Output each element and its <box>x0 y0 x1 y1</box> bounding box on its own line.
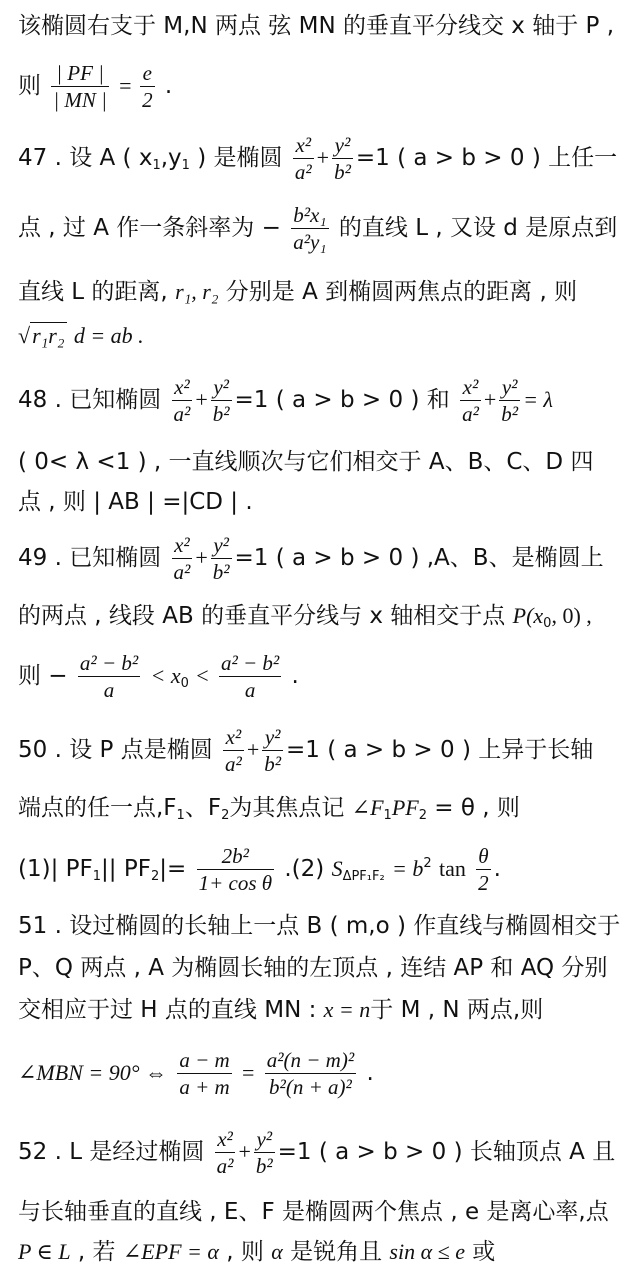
paragraph-text: 52 . L 是经过椭圆 <box>18 1139 205 1165</box>
text-line <box>18 1236 631 1268</box>
item-49 <box>18 528 631 588</box>
plus-sign: + <box>195 387 208 412</box>
fraction-y2b2: $\frac{\text{y²}}{\text{b²}}$ <box>255 1127 273 1178</box>
paragraph-text: 交相应于过 H 点的直线 MN : <box>18 997 317 1023</box>
math-text: S <box>331 856 343 881</box>
paragraph-text: P、Q 两点 , A 为椭圆长轴的左顶点 , 连结 AP 和 AQ 分别 <box>18 955 608 981</box>
fraction-e-2: $\frac{e}{2}$ <box>142 61 153 112</box>
fraction-x2a2: $\frac{\text{x²}}{\text{a²}}$ <box>294 133 312 184</box>
math-text: (1)| PF <box>18 856 93 882</box>
paragraph-text: ( 0< λ <1 ) , 一直线顺次与它们相交于 A、B、C、D 四 <box>18 449 594 475</box>
paragraph-text: 50 . 设 P 点是椭圆 <box>18 737 213 763</box>
plus-sign: + <box>483 387 497 412</box>
fraction-2b2: $\frac{\text{2b²}}{\text{1+ cos θ}}$ <box>198 844 273 895</box>
formula-line <box>18 834 631 907</box>
math-text: = b <box>392 856 424 881</box>
paragraph-text: 点 , 则 | AB | =|CD | . <box>18 489 253 515</box>
item-48 <box>18 370 631 430</box>
plus-sign: + <box>246 737 260 762</box>
text-line <box>18 446 631 478</box>
text-line <box>18 276 631 308</box>
paragraph-text: 则 <box>18 73 41 99</box>
paragraph-text: =1 ( a > b > 0 ) 上异于长轴 <box>286 737 594 763</box>
fraction-am: $\frac{a - m}{a + m}$ <box>179 1048 230 1099</box>
fraction-big: $\frac{\text{a²(n − m)²}}{\text{b²(n + a)²}}$ <box>266 1048 355 1099</box>
text-line <box>18 952 631 984</box>
formula-line <box>18 1040 631 1106</box>
paragraph-text: 49 . 已知椭圆 <box>18 545 162 571</box>
fraction-pf-mn: $\frac{| PF |}{| MN |}$ <box>53 61 107 112</box>
plus-sign: + <box>316 145 330 170</box>
math-text: tan <box>438 856 466 881</box>
formula-line <box>18 646 631 714</box>
paragraph-text: =1 ( a > b > 0 ) 上任一 <box>355 145 618 171</box>
fraction-y2b2: $\frac{\text{y²}}{\text{b²}}$ <box>334 133 351 184</box>
math-text: ∠F <box>351 795 384 820</box>
period: . <box>164 73 173 99</box>
subscript: 2 <box>418 808 427 823</box>
fraction-x2a2: $\frac{\text{x²}}{\text{a²}}$ <box>173 533 191 584</box>
item-51 <box>18 910 631 942</box>
math-text: , 0) , <box>551 603 592 628</box>
math-text: = λ <box>523 387 553 412</box>
paragraph-text: 是锐角且 <box>290 1239 383 1265</box>
fraction-a2b2-a: $\frac{\text{a² − b²}}{a}$ <box>79 651 139 702</box>
subscript: 1 <box>181 158 190 173</box>
subscript: 1 <box>152 158 161 173</box>
math-text: ∠MBN = 90° ⇔ <box>18 1060 168 1085</box>
paragraph-text: 为其焦点记 <box>229 795 345 821</box>
text-line <box>18 792 631 832</box>
paragraph-text: =1 ( a > b > 0 ) ,A、B、是椭圆上 <box>234 545 604 571</box>
superscript: 2 <box>423 856 432 871</box>
subscript: 1 <box>176 808 185 823</box>
text-line <box>18 486 631 518</box>
fraction-y2b2: $\frac{\text{y²}}{\text{b²}}$ <box>264 725 282 776</box>
math-text: α <box>271 1239 283 1264</box>
paragraph-text: , 则 <box>226 1239 264 1265</box>
math-text: P(x <box>512 603 544 628</box>
paragraph-text: 端点的任一点,F <box>18 795 177 821</box>
subscript: 0 <box>180 676 189 691</box>
paragraph-text: 该椭圆右支于 M,N 两点 弦 MN 的垂直平分线交 x 轴于 P , <box>18 13 615 39</box>
subscript: ΔPF₁F₂ <box>342 869 385 884</box>
text-line <box>18 198 631 258</box>
math-r1-r2: r₁, r₂ <box>175 279 219 304</box>
subscript: 1 <box>383 808 392 823</box>
equals-sign: = <box>241 1060 255 1085</box>
text-line <box>18 994 631 1026</box>
math-text: PF <box>391 795 419 820</box>
fraction-x2a2: $\frac{\text{x²}}{\text{a²}}$ <box>216 1127 234 1178</box>
math-text: sin α ≤ e <box>389 1239 465 1264</box>
math-text: d = ab . <box>73 323 144 348</box>
fraction-y2b2: $\frac{\text{y²}}{\text{b²}}$ <box>212 375 230 426</box>
subscript: 2 <box>221 808 230 823</box>
paragraph-text: 分别是 A 到椭圆两焦点的距离 , 则 <box>225 279 578 305</box>
math-text: || PF <box>101 856 151 882</box>
period: . <box>366 1060 374 1086</box>
fraction-x2a2: $\frac{\text{x²}}{\text{a²}}$ <box>225 725 242 776</box>
period: . <box>291 663 299 689</box>
formula-line <box>18 56 631 116</box>
period: . <box>493 856 501 882</box>
text-line <box>18 10 631 42</box>
paragraph-text: 47 . 设 A ( x <box>18 145 153 171</box>
subscript: 1 <box>92 869 102 884</box>
fraction-a2b2-a: $\frac{\text{a² − b²}}{a}$ <box>220 651 280 702</box>
paragraph-text: 的两点 , 线段 AB 的垂直平分线与 x 轴相交于点 <box>18 603 506 629</box>
subscript: 2 <box>150 869 160 884</box>
paragraph-text: 51 . 设过椭圆的长轴上一点 B ( m,o ) 作直线与椭圆相交于 <box>18 913 621 939</box>
paragraph-text: 于 M , N 两点,则 <box>370 997 544 1023</box>
paragraph-text: 与长轴垂直的直线 , E、F 是椭圆两个焦点 , e 是离心率,点 <box>18 1199 609 1225</box>
math-text: < x <box>150 663 181 688</box>
plus-sign: + <box>195 545 208 570</box>
paragraph-text: 的直线 L , 又设 d 是原点到 <box>338 215 618 241</box>
fraction-x2a2: $\frac{\text{x²}}{\text{a²}}$ <box>173 375 191 426</box>
subscript: 0 <box>543 616 552 631</box>
math-text: .(2) <box>284 856 325 882</box>
sqrt-expression: √r₁r₂ <box>18 323 65 348</box>
paragraph-text: = θ , 则 <box>434 795 520 821</box>
paragraph-text: 点 , 过 A 作一条斜率为 − <box>18 215 281 241</box>
paragraph-text: 48 . 已知椭圆 <box>18 387 162 413</box>
fraction-y2b2: $\frac{\text{y²}}{\text{b²}}$ <box>501 375 519 426</box>
math-text: < <box>196 663 209 688</box>
paragraph-text: 或 <box>472 1239 496 1265</box>
fraction-theta-2: $\frac{\theta}{2}$ <box>478 844 489 895</box>
paragraph-text: 则 − <box>18 663 68 689</box>
math-text: |= <box>159 856 187 882</box>
paragraph-text: =1 ( a > b > 0 ) 和 <box>234 387 450 413</box>
item-47 <box>18 128 631 196</box>
paragraph-text: 直线 L 的距离, <box>18 279 168 305</box>
math-text: x = n <box>323 997 371 1022</box>
text-line <box>18 1196 631 1228</box>
paragraph-text: , 若 <box>77 1239 116 1265</box>
math-text: P ∈ L <box>18 1239 71 1264</box>
equals-sign: = <box>119 73 138 98</box>
formula-line <box>18 320 631 352</box>
math-text: ∠EPF = α <box>122 1239 219 1264</box>
item-50 <box>18 720 631 780</box>
paragraph-text: ) 是椭圆 <box>189 145 283 171</box>
paragraph-text: 、F <box>184 795 222 821</box>
plus-sign: + <box>238 1139 251 1164</box>
fraction-y2b2: $\frac{\text{y²}}{\text{b²}}$ <box>212 533 230 584</box>
paragraph-text: ,y <box>160 145 182 171</box>
paragraph-text: =1 ( a > b > 0 ) 长轴顶点 A 且 <box>277 1139 616 1165</box>
text-line <box>18 600 631 640</box>
item-52 <box>18 1122 631 1182</box>
fraction-slope: $\frac{\text{b²x₁}}{\text{a²y₁}}$ <box>293 203 327 254</box>
fraction-x2a2: $\frac{\text{x²}}{\text{a²}}$ <box>462 375 479 426</box>
